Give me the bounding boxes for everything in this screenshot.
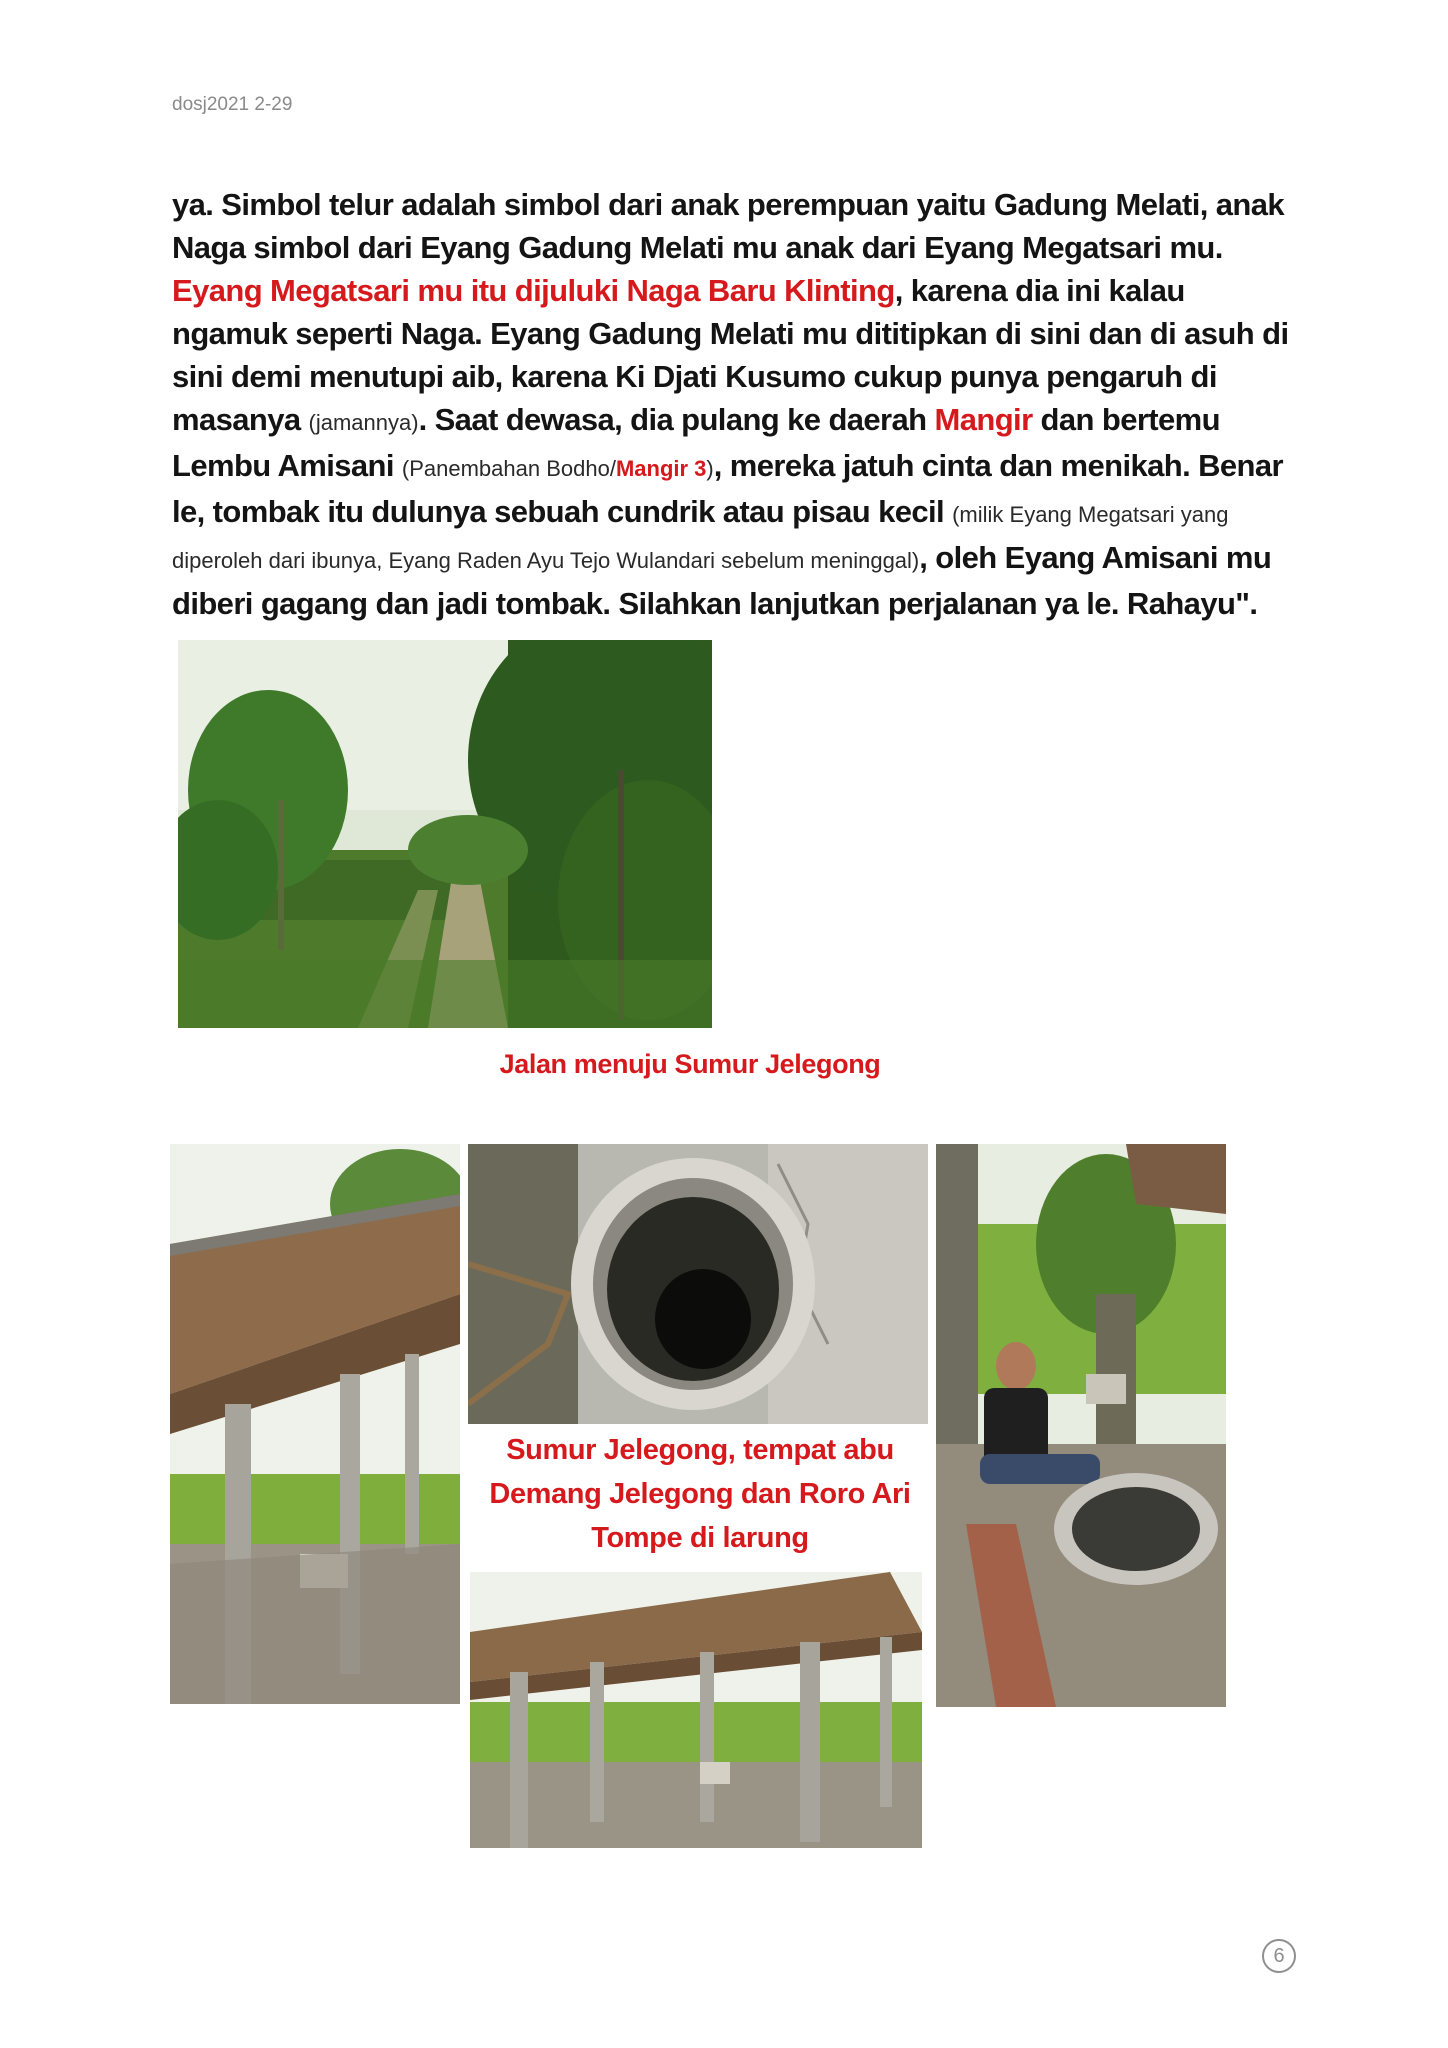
note-text: (milik Eyang Megatsari yang diperoleh dari ibunya, Eyang Raden Ayu Tejo Wulandari sebelum meninggal) bbox=[172, 502, 1229, 573]
page-number: 6 bbox=[1262, 1939, 1296, 1973]
text-segment: ya. Simbol telur adalah simbol dari anak perempuan yaitu Gadung Melati, anak Naga simbol dari Eyang Gadung Melati mu anak dari Eyang Megatsari mu. bbox=[172, 187, 1285, 265]
road-photo bbox=[178, 640, 712, 1028]
note-text: ) bbox=[706, 456, 714, 481]
well-photo-caption: Sumur Jelegong, tempat abu Demang Jelegong dan Roro Ari Tompe di larung bbox=[489, 1434, 911, 1554]
well-photo bbox=[468, 1144, 928, 1424]
road-photo-caption: Jalan menuju Sumur Jelegong bbox=[499, 1049, 881, 1079]
body-paragraph bbox=[172, 183, 1290, 625]
note-text: (Panembahan Bodho/ bbox=[401, 456, 616, 481]
text-segment: , karena dia ini kalau ngamuk seperti Naga. Eyang Gadung Melati mu dititipkan di sini dan di asuh di sini demi menutupi aib, karena Ki Djati Kusumo cukup punya pengaruh di masanya bbox=[172, 273, 1289, 437]
text-segment: . Saat dewasa, dia pulang ke daerah bbox=[418, 402, 935, 437]
text-segment: , mereka jatuh cinta dan menikah. Benar le, tombak itu dulunya sebuah cundrik atau pisau kecil bbox=[172, 448, 1283, 529]
note-text: (jamannya) bbox=[308, 410, 419, 435]
highlight-text: Mangir bbox=[934, 402, 1033, 437]
text-segment: , oleh Eyang Amisani mu diberi gagang dan jadi tombak. Silahkan lanjutkan perjalanan ya le. Rahayu". bbox=[172, 540, 1272, 621]
visitor-photo bbox=[936, 1144, 1226, 1707]
pavilion-photo-left bbox=[170, 1144, 460, 1704]
text-segment: dan bertemu Lembu Amisani bbox=[172, 402, 1220, 483]
document-header: dosj2021 2-29 bbox=[172, 94, 293, 115]
pavilion-photo-bottom bbox=[470, 1572, 922, 1848]
highlight-text: Eyang Megatsari mu itu dijuluki Naga Baru Klinting bbox=[172, 273, 895, 308]
note-highlight-text: Mangir 3 bbox=[615, 456, 707, 481]
